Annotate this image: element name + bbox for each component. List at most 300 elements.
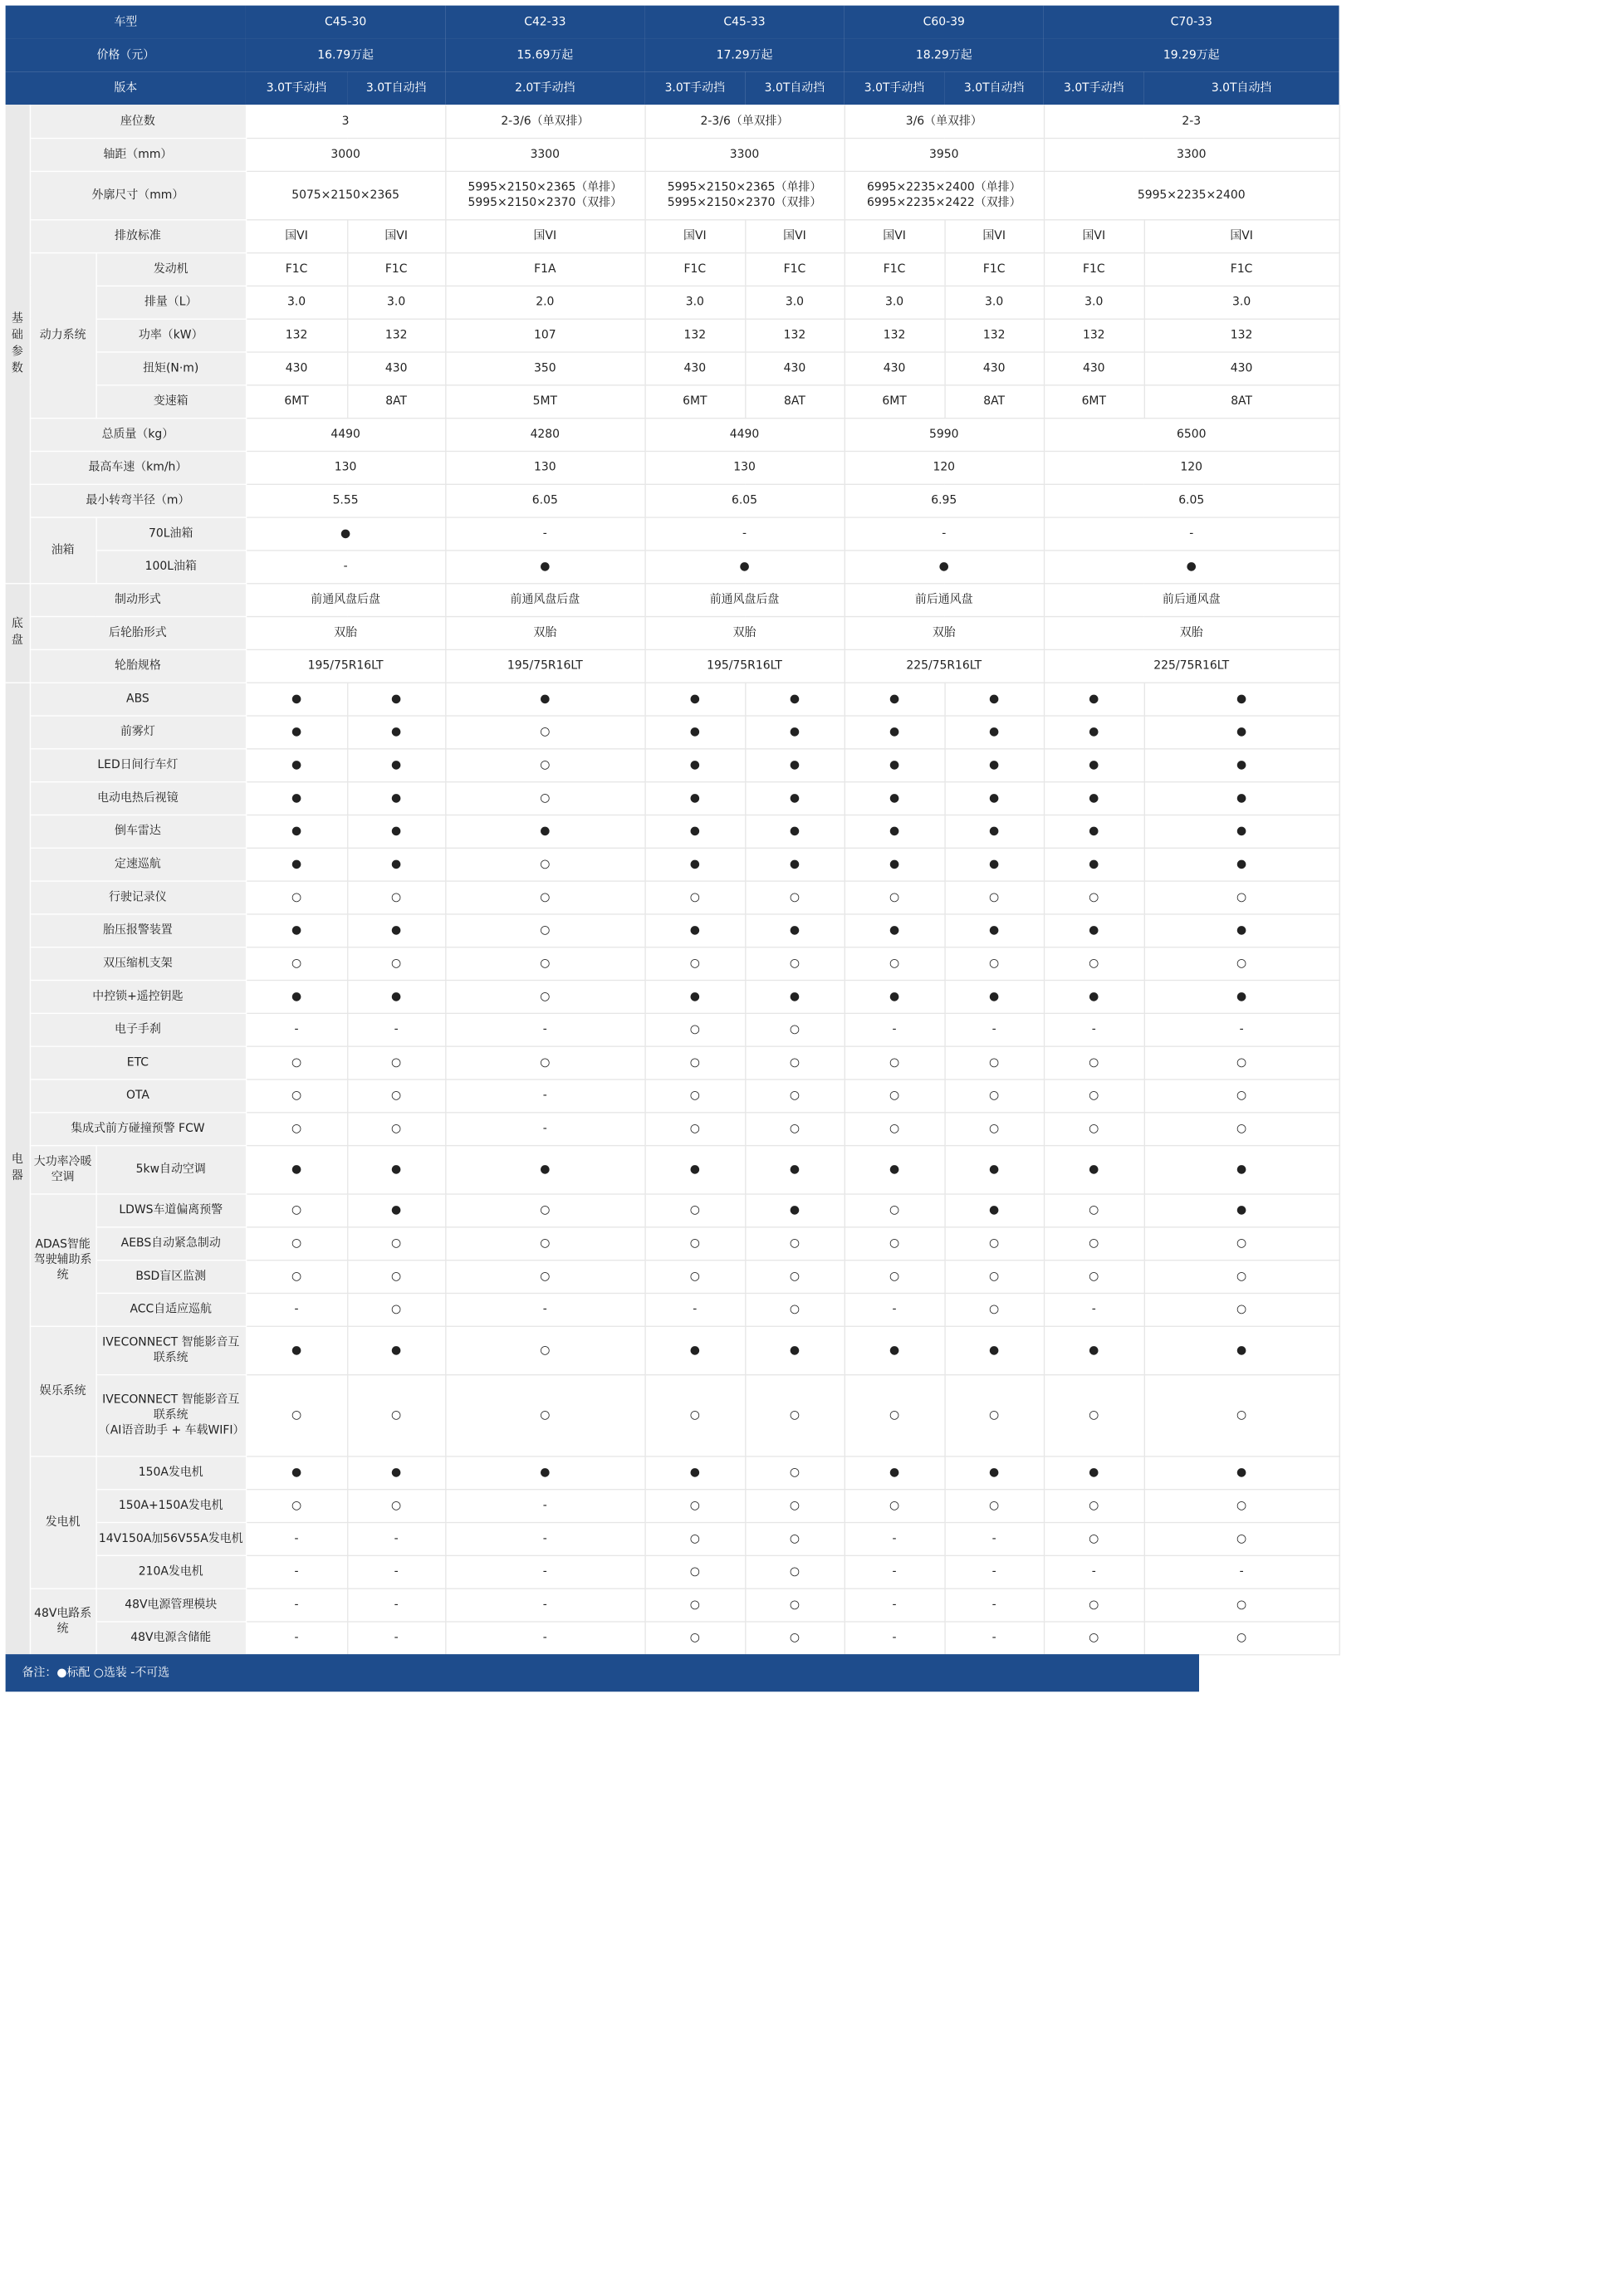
row-value: ● xyxy=(347,748,445,781)
row-value: 8AT xyxy=(347,384,445,418)
spec-row xyxy=(6,1046,1339,1079)
row-value: 双胎 xyxy=(246,616,445,649)
row-value: ○ xyxy=(845,1489,945,1522)
row-value: ● xyxy=(845,1326,945,1374)
row-value: ● xyxy=(246,1326,347,1374)
row-value: - xyxy=(347,1522,445,1555)
spec-table-viewport xyxy=(6,6,1272,1692)
row-value: ● xyxy=(1044,550,1339,583)
section-label: 电器 xyxy=(11,1153,23,1183)
row-value: ○ xyxy=(246,1112,347,1145)
spec-row xyxy=(6,1555,1339,1589)
row-value: 2-3/6（单双排） xyxy=(644,105,844,138)
row-value: 3.0 xyxy=(347,286,445,319)
row-value: ○ xyxy=(745,1226,844,1260)
row-value: ○ xyxy=(1044,1374,1144,1456)
row-value: ○ xyxy=(944,1374,1043,1456)
row-value: ● xyxy=(1044,683,1144,716)
spec-row xyxy=(6,418,1339,451)
header-version-row-label: 版本 xyxy=(6,71,246,105)
row-value: 国VI xyxy=(246,219,347,252)
row-value: ○ xyxy=(745,1555,844,1589)
row-value: F1A xyxy=(445,252,644,286)
row-value: - xyxy=(944,1555,1043,1589)
row-label: LED日间行车灯 xyxy=(30,748,246,781)
row-value: ● xyxy=(1044,781,1144,815)
row-value: ○ xyxy=(246,1046,347,1079)
row-value: ● xyxy=(1144,1145,1339,1193)
spec-row xyxy=(6,583,1339,616)
spec-row xyxy=(6,171,1339,219)
row-value: ○ xyxy=(845,1374,945,1456)
row-value: ○ xyxy=(445,781,644,815)
model-price: 17.29万起 xyxy=(644,38,844,71)
row-value: ○ xyxy=(1144,1374,1339,1456)
model-price: 16.79万起 xyxy=(246,38,445,71)
row-value: ○ xyxy=(845,1226,945,1260)
row-value: ○ xyxy=(644,1555,745,1589)
row-value: ● xyxy=(845,715,945,748)
row-value: 3.0 xyxy=(944,286,1043,319)
row-value: 6MT xyxy=(246,384,347,418)
row-value: ○ xyxy=(1044,1193,1144,1226)
row-value: - xyxy=(845,1013,945,1046)
row-value: ○ xyxy=(845,1112,945,1145)
row-label: ACC自适应巡航 xyxy=(95,1293,246,1326)
model-name: C70-33 xyxy=(1044,6,1339,39)
row-value: ○ xyxy=(1144,947,1339,980)
group-ac: 大功率冷暖空调 xyxy=(30,1145,96,1193)
group-adas: ADAS智能驾驶辅助系统 xyxy=(30,1193,96,1325)
row-value: ● xyxy=(347,1193,445,1226)
spec-row xyxy=(6,913,1339,947)
row-label: 电动电热后视镜 xyxy=(30,781,246,815)
row-value: - xyxy=(445,1555,644,1589)
row-value: 4490 xyxy=(644,418,844,451)
row-value: ○ xyxy=(445,913,644,947)
row-label: 最小转弯半径（m） xyxy=(30,484,246,517)
row-value: ○ xyxy=(845,880,945,913)
row-value: ○ xyxy=(246,947,347,980)
row-value: ○ xyxy=(1144,1293,1339,1326)
model-price: 15.69万起 xyxy=(445,38,644,71)
spec-row xyxy=(6,319,1339,352)
row-value: 国VI xyxy=(1144,219,1339,252)
row-value: ○ xyxy=(445,1226,644,1260)
row-label: 前雾灯 xyxy=(30,715,246,748)
row-value: ○ xyxy=(745,1046,844,1079)
row-value: ● xyxy=(845,913,945,947)
row-value: 430 xyxy=(845,351,945,384)
row-value: ● xyxy=(745,683,844,716)
row-value: 132 xyxy=(644,319,745,352)
row-value: 5995×2150×2365（单排） 5995×2150×2370（双排） xyxy=(445,171,644,219)
spec-row xyxy=(6,451,1339,484)
row-value: ● xyxy=(944,748,1043,781)
row-value: - xyxy=(1044,1293,1144,1326)
row-value: ○ xyxy=(445,1374,644,1456)
row-value: ○ xyxy=(644,1193,745,1226)
row-label: LDWS车道偏离预警 xyxy=(95,1193,246,1226)
row-value: ● xyxy=(644,1145,745,1193)
row-label: 14V150A加56V55A发电机 xyxy=(95,1522,246,1555)
spec-row xyxy=(6,484,1339,517)
section-label: 基础参数 xyxy=(11,311,23,375)
row-value: ● xyxy=(246,781,347,815)
row-value: ● xyxy=(347,815,445,848)
row-value: ○ xyxy=(745,1260,844,1293)
row-value: ○ xyxy=(745,1621,844,1654)
spec-row xyxy=(6,649,1339,683)
spec-row xyxy=(6,1489,1339,1522)
row-value: - xyxy=(1144,1555,1339,1589)
row-value: ○ xyxy=(347,1293,445,1326)
spec-row xyxy=(6,384,1339,418)
row-value: 3000 xyxy=(246,138,445,171)
row-value: ○ xyxy=(1044,1046,1144,1079)
row-value: - xyxy=(845,1293,945,1326)
spec-row xyxy=(6,138,1339,171)
row-value: - xyxy=(246,1293,347,1326)
row-value: - xyxy=(445,1522,644,1555)
row-value: ○ xyxy=(347,1046,445,1079)
row-value: ● xyxy=(845,815,945,848)
row-value: - xyxy=(445,516,644,550)
row-value: 5075×2150×2365 xyxy=(246,171,445,219)
row-value: ● xyxy=(246,683,347,716)
row-value: 132 xyxy=(944,319,1043,352)
row-value: 430 xyxy=(1044,351,1144,384)
row-value: ● xyxy=(246,815,347,848)
row-value: ○ xyxy=(1144,1046,1339,1079)
row-value: 3/6（单双排） xyxy=(845,105,1044,138)
row-value: 120 xyxy=(845,451,1044,484)
row-label: 倒车雷达 xyxy=(30,815,246,848)
model-name: C45-30 xyxy=(246,6,445,39)
row-label: 总质量（kg） xyxy=(30,418,246,451)
row-value: - xyxy=(347,1588,445,1621)
legend-footer xyxy=(6,1654,1199,1691)
row-value: 430 xyxy=(644,351,745,384)
row-value: 120 xyxy=(1044,451,1339,484)
row-value: ● xyxy=(347,1145,445,1193)
row-value: ● xyxy=(246,913,347,947)
row-value: ● xyxy=(246,748,347,781)
row-label: 轴距（mm） xyxy=(30,138,246,171)
row-value: ● xyxy=(845,550,1044,583)
spec-row xyxy=(6,683,1339,716)
row-value: ○ xyxy=(745,1293,844,1326)
row-value: - xyxy=(347,1621,445,1654)
spec-table-body xyxy=(6,6,1339,1654)
spec-row xyxy=(6,1193,1339,1226)
row-value: ● xyxy=(745,781,844,815)
row-value: ○ xyxy=(644,1046,745,1079)
row-value: - xyxy=(845,1588,945,1621)
row-value: ○ xyxy=(347,947,445,980)
model-price: 18.29万起 xyxy=(845,38,1044,71)
row-value: ● xyxy=(1044,848,1144,881)
row-value: 8AT xyxy=(745,384,844,418)
row-value: 130 xyxy=(644,451,844,484)
row-value: ○ xyxy=(644,1112,745,1145)
spec-row xyxy=(6,1588,1339,1621)
row-value: 6.05 xyxy=(445,484,644,517)
row-value: 3300 xyxy=(1044,138,1339,171)
row-value: 2-3/6（单双排） xyxy=(445,105,644,138)
row-value: 前后通风盘 xyxy=(1044,583,1339,616)
spec-row xyxy=(6,880,1339,913)
row-value: 132 xyxy=(845,319,945,352)
row-value: ○ xyxy=(1044,880,1144,913)
row-value: ○ xyxy=(745,1112,844,1145)
row-value: - xyxy=(445,1588,644,1621)
row-value: 195/75R16LT xyxy=(246,649,445,683)
row-value: ○ xyxy=(1144,1079,1339,1112)
spec-row xyxy=(6,252,1339,286)
row-value: ● xyxy=(246,516,445,550)
spec-row xyxy=(6,1079,1339,1112)
row-value: 前通风盘后盘 xyxy=(445,583,644,616)
row-value: ● xyxy=(644,748,745,781)
row-value: - xyxy=(445,1293,644,1326)
row-value: 国VI xyxy=(944,219,1043,252)
model-version: 3.0T自动挡 xyxy=(347,71,445,105)
spec-row xyxy=(6,1145,1339,1193)
row-value: ○ xyxy=(644,1621,745,1654)
row-value: ● xyxy=(745,1145,844,1193)
row-value: 双胎 xyxy=(845,616,1044,649)
row-value: F1C xyxy=(944,252,1043,286)
spec-row xyxy=(6,748,1339,781)
row-value: ● xyxy=(745,913,844,947)
row-value: 5995×2150×2365（单排） 5995×2150×2370（双排） xyxy=(644,171,844,219)
row-value: ○ xyxy=(246,1079,347,1112)
row-value: ● xyxy=(246,848,347,881)
row-value: ● xyxy=(745,748,844,781)
row-value: - xyxy=(845,1621,945,1654)
row-value: 5990 xyxy=(845,418,1044,451)
row-value: ○ xyxy=(745,1079,844,1112)
row-value: F1C xyxy=(347,252,445,286)
row-value: ● xyxy=(1144,848,1339,881)
row-value: ● xyxy=(745,815,844,848)
spec-row xyxy=(6,1293,1339,1326)
row-value: ● xyxy=(745,715,844,748)
row-value: ○ xyxy=(445,880,644,913)
row-value: ○ xyxy=(944,1079,1043,1112)
row-value: ● xyxy=(644,715,745,748)
row-value: ● xyxy=(1044,1456,1144,1489)
group-entertainment: 娱乐系统 xyxy=(30,1326,96,1456)
row-value: ● xyxy=(644,550,844,583)
row-value: - xyxy=(445,1013,644,1046)
spec-row xyxy=(6,1621,1339,1654)
row-label: IVECONNECT 智能影音互联系统 （AI语音助手 + 车载WIFI） xyxy=(95,1374,246,1456)
spec-row xyxy=(6,1112,1339,1145)
row-value: ○ xyxy=(644,1588,745,1621)
row-value: - xyxy=(246,1621,347,1654)
row-value: ○ xyxy=(845,947,945,980)
spec-row xyxy=(6,516,1339,550)
row-label: 扭矩(N·m) xyxy=(95,351,246,384)
row-value: - xyxy=(445,1621,644,1654)
row-value: - xyxy=(944,1013,1043,1046)
row-label: 48V电源含储能 xyxy=(95,1621,246,1654)
row-value: 6.05 xyxy=(1044,484,1339,517)
row-value: ● xyxy=(944,1193,1043,1226)
row-value: 6.95 xyxy=(845,484,1044,517)
row-value: ○ xyxy=(1044,1522,1144,1555)
group-v48: 48V电路系统 xyxy=(30,1588,96,1654)
row-label: AEBS自动紧急制动 xyxy=(95,1226,246,1260)
spec-table xyxy=(6,6,1340,1655)
row-value: 3950 xyxy=(845,138,1044,171)
spec-row xyxy=(6,351,1339,384)
row-value: ○ xyxy=(745,880,844,913)
row-value: ● xyxy=(1144,715,1339,748)
row-value: 195/75R16LT xyxy=(644,649,844,683)
section-label: 底盘 xyxy=(11,617,23,648)
row-value: ○ xyxy=(644,1013,745,1046)
row-value: 130 xyxy=(445,451,644,484)
row-value: ● xyxy=(347,683,445,716)
row-value: 3300 xyxy=(644,138,844,171)
row-value: ● xyxy=(1044,1145,1144,1193)
row-value: ● xyxy=(1144,1456,1339,1489)
row-label: BSD盲区监测 xyxy=(95,1260,246,1293)
row-value: 132 xyxy=(246,319,347,352)
row-value: 5MT xyxy=(445,384,644,418)
row-value: - xyxy=(644,1293,745,1326)
model-name: C42-33 xyxy=(445,6,644,39)
row-value: ○ xyxy=(347,1489,445,1522)
row-value: ○ xyxy=(845,1079,945,1112)
row-value: ● xyxy=(1144,1326,1339,1374)
row-value: ○ xyxy=(1144,880,1339,913)
row-value: - xyxy=(845,1522,945,1555)
row-value: ● xyxy=(845,748,945,781)
row-value: ● xyxy=(246,980,347,1013)
row-value: ○ xyxy=(445,1260,644,1293)
row-value: 132 xyxy=(1044,319,1144,352)
row-value: ● xyxy=(644,848,745,881)
header-price-row-label: 价格（元） xyxy=(6,38,246,71)
row-value: ● xyxy=(644,815,745,848)
row-label: 电子手刹 xyxy=(30,1013,246,1046)
row-value: - xyxy=(246,1013,347,1046)
row-value: ● xyxy=(845,781,945,815)
row-value: 3.0 xyxy=(1044,286,1144,319)
row-value: - xyxy=(347,1013,445,1046)
row-value: ○ xyxy=(1044,1588,1144,1621)
row-value: ● xyxy=(1044,715,1144,748)
row-value: 双胎 xyxy=(1044,616,1339,649)
row-value: 3.0 xyxy=(1144,286,1339,319)
row-value: - xyxy=(246,550,445,583)
row-label: 150A发电机 xyxy=(95,1456,246,1489)
row-value: ○ xyxy=(445,1193,644,1226)
row-value: ○ xyxy=(944,880,1043,913)
row-value: ○ xyxy=(644,1226,745,1260)
model-version: 3.0T手动挡 xyxy=(246,71,347,105)
row-value: F1C xyxy=(644,252,745,286)
row-label: 排放标准 xyxy=(30,219,246,252)
row-value: ○ xyxy=(246,1489,347,1522)
spec-row xyxy=(6,1374,1339,1456)
row-value: ○ xyxy=(845,1046,945,1079)
row-value: ○ xyxy=(1144,1489,1339,1522)
row-value: - xyxy=(347,1555,445,1589)
row-value: ● xyxy=(1144,683,1339,716)
row-value: - xyxy=(944,1588,1043,1621)
row-value: ○ xyxy=(745,1456,844,1489)
spec-row xyxy=(6,1456,1339,1489)
row-value: ○ xyxy=(745,947,844,980)
spec-row xyxy=(6,1260,1339,1293)
row-value: ● xyxy=(745,1193,844,1226)
header-price-row xyxy=(6,38,1339,71)
row-value: ○ xyxy=(347,1112,445,1145)
row-value: ● xyxy=(644,781,745,815)
row-label: 行驶记录仪 xyxy=(30,880,246,913)
row-value: ● xyxy=(944,848,1043,881)
row-value: 2.0 xyxy=(445,286,644,319)
row-label: 中控锁+遥控钥匙 xyxy=(30,980,246,1013)
row-value: ○ xyxy=(845,1260,945,1293)
row-value: ○ xyxy=(347,1079,445,1112)
row-value: ○ xyxy=(445,848,644,881)
row-value: ○ xyxy=(745,1489,844,1522)
row-value: ● xyxy=(445,1145,644,1193)
row-label: 210A发电机 xyxy=(95,1555,246,1589)
row-value: ● xyxy=(1044,815,1144,848)
row-value: ● xyxy=(1044,1326,1144,1374)
row-value: ● xyxy=(644,980,745,1013)
spec-row xyxy=(6,947,1339,980)
row-value: 8AT xyxy=(1144,384,1339,418)
row-value: - xyxy=(246,1555,347,1589)
row-value: 225/75R16LT xyxy=(845,649,1044,683)
row-value: 3.0 xyxy=(745,286,844,319)
row-value: ● xyxy=(845,683,945,716)
row-value: 430 xyxy=(246,351,347,384)
row-label: 排量（L） xyxy=(95,286,246,319)
row-value: ○ xyxy=(644,947,745,980)
spec-row xyxy=(6,616,1339,649)
row-value: - xyxy=(845,1555,945,1589)
model-price: 19.29万起 xyxy=(1044,38,1339,71)
row-value: - xyxy=(1044,516,1339,550)
row-value: 6MT xyxy=(644,384,745,418)
row-value: ○ xyxy=(347,1374,445,1456)
row-label: 胎压报警装置 xyxy=(30,913,246,947)
row-value: 225/75R16LT xyxy=(1044,649,1339,683)
row-value: ● xyxy=(944,913,1043,947)
row-value: ● xyxy=(347,848,445,881)
row-value: 国VI xyxy=(644,219,745,252)
row-value: ○ xyxy=(445,748,644,781)
header-model-row xyxy=(6,6,1339,39)
spec-row xyxy=(6,715,1339,748)
row-label: OTA xyxy=(30,1079,246,1112)
row-value: ○ xyxy=(1044,1621,1144,1654)
row-value: ○ xyxy=(644,1260,745,1293)
row-value: ● xyxy=(1144,913,1339,947)
row-value: ○ xyxy=(445,715,644,748)
row-value: ○ xyxy=(1144,1588,1339,1621)
row-label: ABS xyxy=(30,683,246,716)
